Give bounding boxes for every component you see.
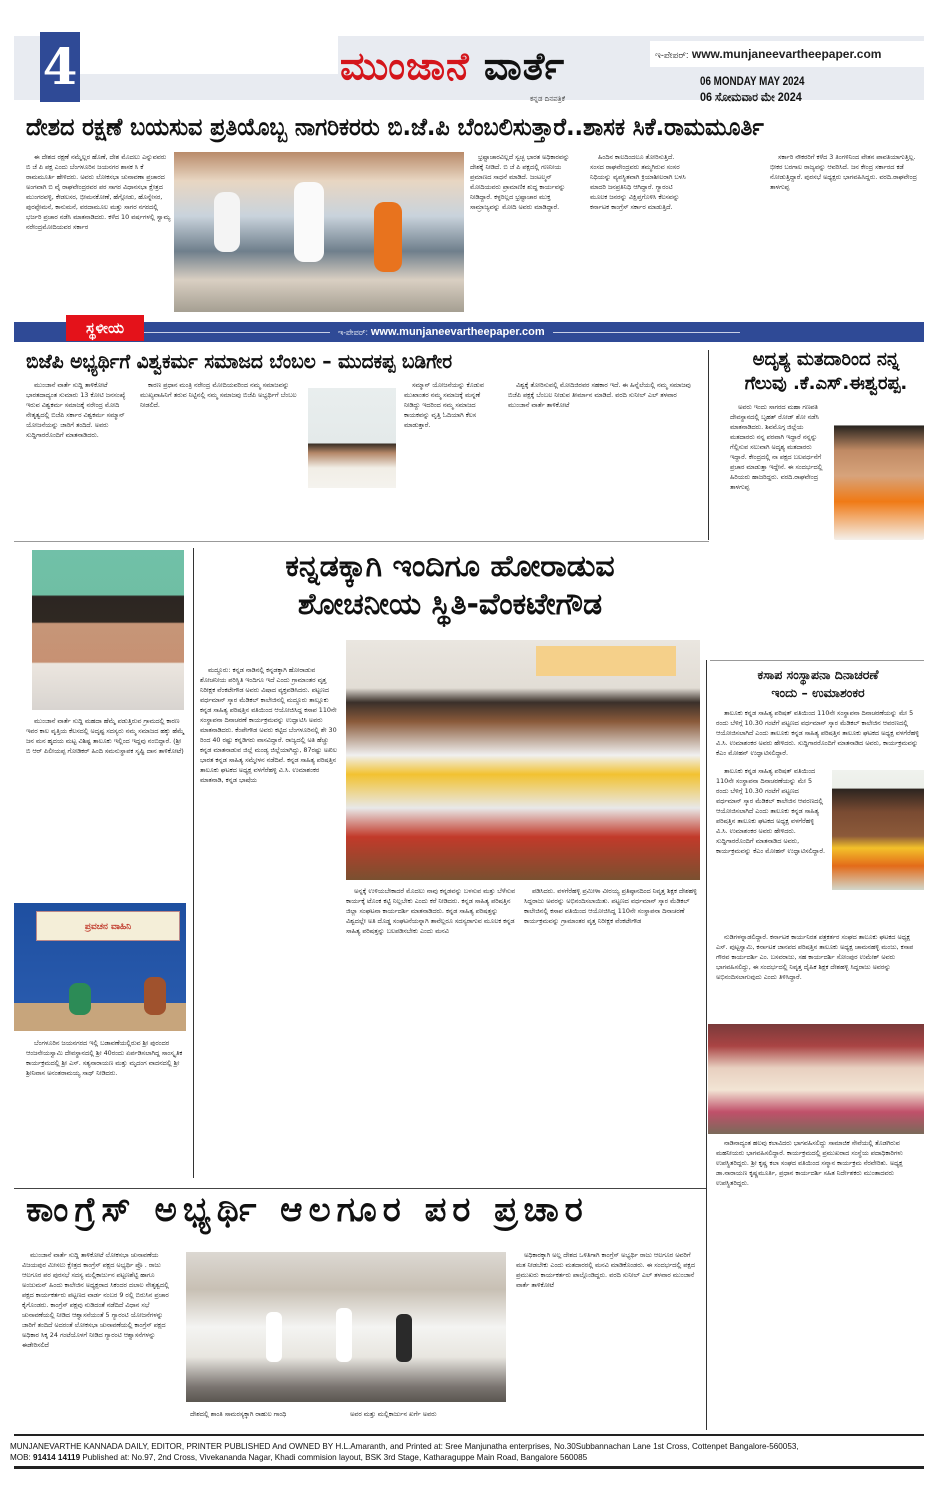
congress-photo-caption-1: ದೇಶದಲ್ಲಿ ಶಾಂತಿ ಸಾಮರಸ್ಯಕ್ಕಾಗಿ ರಾಹುಲ ಗಾಂಧಿ [190,1410,287,1418]
mob-number: 91414 14119 [33,1452,81,1462]
congress-campaign-photo [186,1252,506,1402]
article-text: ಮುಂಜಾನೆ ವಾರ್ತೆ ಸುದ್ದಿ ಮಹದಾ ಹೆಮ್ಮೆ ಪಡುತ್ತಿರುವ ಗ್ರಾಮದಲ್ಲಿ ಕಾರಣ ಇವರ ಕಾಲ ವೃತ್ತಿಯ ಕೆಲಸದಲ್ಲಿ ಅದೃಷ್ಟ ಸದಸ್ಯರು ನಮ್ಮ ಸಮಾಜದ ಹಕ್ಕು ಹೆಮ್ಮೆ ಜನ ಮನ ಹೃದಯ ಮಟ್ಟ ವಿಶಿಷ್ಟ ತಾಲೂಕು ಇಲ್ಲಿಂದ ಇದ್ದವು ನಂಬಿದ್ದಾರೆ. (ಶ್ರೀ ಬಿ ಆರ್ ಪಿಲೀಯಪ್ಪ ಗೋಡಿಕರ್ ಹಿಂದಿ ಸಮನುಸ್ಥಾಪಕ ಸೃಷ್ಟಿ ದಾನ ತಾಳಿಕೋಟೆ) [26,717,185,755]
column-divider [706,660,707,1430]
left-col-body1 [26,716,186,901]
kasapa-body-left [716,766,826,930]
article-text: ನಾಡಿನಾದ್ಯಂತ ಹಲವು ಕಲಾವಿದರು ಭಾಗವಹಿಸಲಿದ್ದು ಸಾಮಾಜಿಕ ಸೇವೆಯಲ್ಲಿ ತೊಡಗಿರುವ ಮಹನೀಯರು ಭಾಗವಹಿಸಲಿದ್ದಾರೆ. ಕಾರ್ಯಕ್ರಮದಲ್ಲಿ ಪ್ರಮುಖರಾದ ಸಂಸ್ಥೆಯ ಪದಾಧಿಕಾರಿಗಳು ಉಪಸ್ಥಿತರಿದ್ದರು. ಶ್ರೀ ಕೃಷ್ಣ ಕಲಾ ಸಂಘದ ವತಿಯಿಂದ ಸನ್ಮಾನ ಕಾರ್ಯಕ್ರಮ ನೆರವೇರಿತು. ಅಧ್ಯಕ್ಷ ಡಾ.ನಾರಾಯಣ ಕೃಷ್ಣಮೂರ್ತಿ, ಪ್ರಧಾನ ಕಾರ್ಯದರ್ಶಿ ಸಹಿತ ನಿರ್ದೇಶಕರು ಮುಂತಾದವರು ಉಪಸ್ಥಿತರಿದ್ದರು. [716,1139,903,1187]
top-story-col1 [26,152,171,312]
event-photo-stage [14,903,186,1031]
portrait-umashankar [832,770,924,890]
photo-figure [294,182,324,262]
article-text: ತಾಲೂಕು ಕನ್ನಡ ಸಾಹಿತ್ಯ ಪರಿಷತ್ ವತಿಯಿಂದ 110ನೇ ಸಂಸ್ಥಾಪನಾ ದಿನಾಚರಣೆಯನ್ನು ಮೇ 5 ರಂದು ಬೆಳಿಗ್ಗೆ 10.30 ಗಂಟೆಗೆ ಪಟ್ಟಣದ ವರ್ಧಮಾನ್ ಸ್ಕಾರ ಮೆಡಿಕಲ್ ಕಾಲೇಜಿನ ಆವರಣದಲ್ಲಿ ಆಯೋಜಿಸಲಾಗಿದೆ ಎಂದು ತಾಲೂಕು ಕನ್ನಡ ಸಾಹಿತ್ಯ ಪರಿಷತ್ತಿನ ತಾಲೂಕು ಘಟಕದ ಅಧ್ಯಕ್ಷ ವಳಗೆರೆಹಳ್ಳಿ ವಿ.ಸಿ. ಉಮಾಶಂಕರ ಅವರು ಹೇಳಿದರು. ಸುದ್ದಿಗಾರರೊಂದಿಗೆ ಮಾತನಾಡಿದ ಅವರು, ಕಾರ್ಯಕ್ರಮವನ್ನು ಕೆಎಂ ಮೋಹನ್ ಉದ್ಘಾಟಿಸಲಿದ್ದಾರೆ. [716,709,920,757]
venkategowda-event-photo [346,640,700,880]
portrait-eshwarappa [834,412,924,540]
page-number: 4 [40,32,80,102]
stage-banner-text: ಪ್ರವಚನ ವಾಹಿನಿ [84,922,132,932]
article-text: ಮದ್ದೂರು: ಕನ್ನಡ ನಾಡಿನಲ್ಲಿ ಕನ್ನಡಕ್ಕಾಗಿ ಹೋರಾಡುವ ಶೋಚನೀಯ ಪರಿಸ್ಥಿತಿ ಇಂದಿಗೂ ಇದೆ ಎಂದು ಗ್ರಾಮಾಂತರ ವೃತ್ತ ನಿರೀಕ್ಷಕ ವೆಂಕಟೇಗೌಡ ಅವರು ವಿಷಾದ ವ್ಯಕ್ತಪಡಿಸಿದರು. ಪಟ್ಟಣದ ವರ್ಧಮಾನ್ ಸ್ಕಾರ ಮೆಡಿಕಲ್ ಕಾಲೇಜಿನಲ್ಲಿ ಮದ್ದೂರು ತಾಲ್ಲೂಕು ಕನ್ನಡ ಸಾಹಿತ್ಯ ಪರಿಷತ್ತಿನ ವತಿಯಿಂದ ಆಯೋಜಿಸಿದ್ದ ಕಸಾಪ 110ನೇ ಸಂಸ್ಥಾಪನಾ ದಿನಾಚರಣೆ ಕಾರ್ಯಕ್ರಮವನ್ನು ಉದ್ಘಾಟಿಸಿ ಅವರು ಮಾತನಾಡಿದರು. ಕೆಂಪೇಗೌಡ ಅವರು ಕಟ್ಟಿದ ಬೆಂಗಳೂರಿನಲ್ಲಿ ಶೇ 30 ರಿಂದ 40 ರಷ್ಟು ಕನ್ನಡಿಗರು ವಾಸವಿದ್ದಾರೆ. ರಾಜ್ಯದಲ್ಲಿ ಅತಿ ಹೆಚ್ಚು ಕನ್ನಡ ಮಾತನಾಡುವ ಜಿಲ್ಲೆ ಮಂಡ್ಯ ಜಿಲ್ಲೆಯಾಗಿದ್ದು, 87ರಷ್ಟು ಅಖಿಲ ಭಾರತ ಕನ್ನಡ ಸಾಹಿತ್ಯ ಸಮ್ಮೇಳನ ನಡೆದಿವೆ. ಕನ್ನಡ ಸಾಹಿತ್ಯ ಪರಿಷತ್ತಿನ ತಾಲೂಕು ಘಟಕದ ಅಧ್ಯಕ್ಷ ವಳಗೆರೆಹಳ್ಳಿ ವಿ.ಸಿ. ಉಮಾಶಂಕರ ಮಾತನಾಡಿ, ಕನ್ನಡ ಭಾಷೆಯ [200,666,337,784]
left-col-body2 [26,1038,186,1178]
vishwakarma-col1 [26,380,134,530]
venkategowda-headline-line2: ಶೋಚನೀಯ ಸ್ಥಿತಿ-ವೆಂಕಟೇಗೌಡ [297,587,603,622]
article-text: ಸರ್ಕಾರಿ ನೌಕರರಿಗೆ ಕಳೆದ 3 ತಿಂಗಳಿನಿಂದ ವೇತನ ಪಾವತಿಯಾಗುತ್ತಿಲ್ಲ. ಭೀಕರ ಬರಗಾಲ ರಾಜ್ಯವನ್ನು ಆವರಿಸಿದೆ. ಜನ ಕೇಂದ್ರ ಸರ್ಕಾರದ ಕಡೆ ನೋಡುತ್ತಿದ್ದಾರೆ. ಪುರಸಭೆ ಅಧ್ಯಕ್ಷರು ಭಾಗವಹಿಸಿದ್ದರು. ವರದಿ.ರಾಘವೇಂದ್ರ ತಾಳಗುಪ್ಪ [770,153,917,191]
portrait-left [32,550,184,710]
section-epaper-link[interactable] [330,326,553,338]
kasapa-headline-line2: ಇಂದು – ಉಮಾಶಂಕರ [771,685,865,700]
eshwarappa-body [730,402,830,652]
footer-rule-top [14,1434,924,1436]
photo-figure [266,1312,282,1362]
article-text: ಭ್ರಷ್ಟಾಚಾರವಿಲ್ಲದೆ ಸ್ವಚ್ಛ ಭಾರತ ಅಧಿಕಾರವನ್ನು ದೇಶಕ್ಕೆ ನೀಡಿದೆ. ಬಿ ಜೆ ಪಿ ಪಕ್ಷದಲ್ಲಿ ಗಣನೀಯ ಪ್ರಮಾಣದ ಸಾಧನೆ ಮಾಡಿದೆ. ಜಂಟಲ್ಮನ್ ಮೋದಿಯವರು ಪ್ರಾಮಾಣಿಕ ಶುದ್ಧ ಕಾರ್ಯವನ್ನು ನೀಡಿದ್ದಾರೆ. ಕಳ್ಳರಿಲ್ಲದ ಭ್ರಷ್ಟಾಚಾರ ಮುಕ್ತ ಸಾಮ್ರಾಜ್ಯವನ್ನು ಮೋದಿ ಅವರು ಮಾಡಿದ್ದಾರೆ. [470,153,570,211]
section-divider [14,541,709,542]
portrait-mudakappa [308,388,396,488]
photo-figure [144,977,166,1015]
venkategowda-col2 [346,886,516,1176]
publisher-address: Published at: No.97, 2nd Cross, Vivekananda Nagar, Khadi commision layout, BSK 3rd Stage, Katharaguppe Main Road, Bangalore 560085 [82,1452,588,1462]
section-divider [14,1188,706,1189]
vishwakarma-col3 [404,380,498,530]
logo-part-black: ವಾರ್ತೆ [483,44,566,88]
newspaper-logo [340,42,565,90]
epaper-label: ಇ-ಪೇಪರ್: [338,328,368,337]
top-story-col2 [470,152,582,312]
vishwakarma-col4 [508,380,700,530]
kasapa-body-bottom [716,932,922,1022]
kasapa-headline-line1: ಕಸಾಪ ಸಂಸ್ಥಾಪನಾ ದಿನಾಚರಣೆ [757,667,879,682]
mob-label: MOB: [10,1452,31,1462]
top-story-headline: ದೇಶದ ರಕ್ಷಣೆ ಬಯಸುವ ಪ್ರತಿಯೊಬ್ಬ ನಾಗರಿಕರರು ಬಿ.ಜೆ.ಪಿ ಬೆಂಬಲಿಸುತ್ತಾರೆ..ಶಾಸಕ ಸಿಕೆ.ರಾಮಮೂರ್ತಿ [26,113,764,141]
congress-col2 [516,1250,702,1430]
top-story-col3 [590,152,686,312]
congress-col1 [22,1250,178,1430]
photo-figure [374,202,402,272]
photo-figure [214,192,240,252]
epaper-url[interactable]: www.munjaneevartheepaper.com [370,326,545,338]
article-text: ಬೆಂಗಳೂರಿನ ಜಯನಗರದ ಇಲ್ಲಿ ಬಡಾವಣೆಯಲ್ಲಿರುವ ಶ್ರೀ ಪುರಂದರ ಆಂಜನೇಯಸ್ವಾಮಿ ದೇವಸ್ಥಾನದಲ್ಲಿ ಶ್ರೀ 40ರಂದು ಏರ್ಪಡಿಸಲಾಗಿದ್ದ ಸಾಂಸ್ಕೃತಿಕ ಕಾರ್ಯಕ್ರಮದಲ್ಲಿ ಶ್ರೀ ಎಸ್. ಸತ್ಯನಾರಾಯಣ ಮತ್ತು ಮೃದಂಗ ವಾದನದಲ್ಲಿ ಶ್ರೀ ಶ್ರೀನಿವಾಸ ಅನಂತರಾಮಯ್ಯ ಸಾಥ್ ನೀಡಿದರು. [26,1039,183,1077]
section-tag-local: ಸ್ಥಳೀಯ [66,315,144,341]
column-divider [193,548,194,1178]
article-text: ಈ ದೇಶದ ರಕ್ಷಣೆ ನಮ್ಮೆಲ್ಲರ ಹೊಣೆ, ದೇಶ ಮೊದಲು ಎನ್ನುವವರು ಬಿ ಜೆ ಪಿ ಪಕ್ಷ ಎಂದು ಬೆಂಗಳೂರಿನ ಜಯನಗರ ಶಾಸಕ ಸಿ ಕೆ ರಾಮಮೂರ್ತಿ ಹೇಳಿದರು. ಅವರು ಲೋಕಸಭಾ ಚುನಾವಣಾ ಪ್ರಚಾರದ ಅಂಗವಾಗಿ ಬಿ ವೈ ರಾಘವೇಂದ್ರರವರ ಪರ ಸಾಗರ ವಿಧಾನಸಭಾ ಕ್ಷೇತ್ರದ ಮುಂಗರವಳ್ಳಿ, ಕೇಡಲಸರ, ಭೀಮನಕೋಣೆ, ಹೆಗ್ಗೋಡು, ಹೊನ್ನೇಸರ, ಪುರಪ್ಪೇಮನೆ, ಕಾನುಮನೆ, ವರದಾಮೂಲ ಮತ್ತು ಸಾಗರ ನಗರದಲ್ಲಿ ಭರ್ಜರಿ ಪ್ರಚಾರ ನಡೆಸಿ ಮಾತನಾಡಿದರು. ಕಳೆದ 10 ವರ್ಷಗಳಲ್ಲಿ ಸ್ವಾಮ್ಯ ನರೇಂದ್ರಮೋದಿಯವರ ಸರ್ಕಾರ [26,153,171,231]
article-text: ಪಡಿಸಿದರು. ವಳಗೆರೆಹಳ್ಳಿ ಪ್ರಮೀಳಾ ವೀರಯ್ಯ ಪ್ರತಿಷ್ಠಾನದಿಂದ ನಿವೃತ್ತ ಶಿಕ್ಷಕ ದೇಶಹಳ್ಳಿ ಸಿದ್ದರಾಜು ಅವರನ್ನು ಅಭಿನಂದಿಸಲಾಯಿತು. ಪಟ್ಟಣದ ವರ್ಧಮಾನ್ ಸ್ಕಾರ ಮೆಡಿಕಲ್ ಕಾಲೇಜಿನಲ್ಲಿ ಕಸಾಪ ವತಿಯಿಂದ ಆಯೋಜಿಸಿದ್ದ 110ನೇ ಸಂಸ್ಥಾಪನಾ ದಿನಾಚರಣೆ ಕಾರ್ಯಕ್ರಮವನ್ನು ಗ್ರಾಮಾಂತರ ವೃತ್ತ ನಿರೀಕ್ಷಕ ವೆಂಕಟೇಗೌಡ [524,887,697,925]
logo-part-red: ಮುಂಜಾನೆ [340,44,470,88]
article-text: ಸಮ್ಮಾನ್ ಯೋಜನೆಯನ್ನು ಕೊಡುವ ಮುಖಾಂತರ ನಮ್ಮ ಸಮಾಜಕ್ಕೆ ಮನ್ನಣೆ ನೀಡಿದ್ದು ಇದರಿಂದ ನಮ್ಮ ಸಮಾಜದ ಕಾಯಕವನ್ನು ವೃತ್ತಿ ಓದಿಯಾಗಿ ಕೆಲಸ ಮಾಡುತ್ತಾರೆ. [404,381,484,429]
eshwarappa-headline-line1: ಅದೃಶ್ಯ ಮತದಾರಿಂದ ನನ್ನ [752,349,900,370]
kasapa-body-top [716,708,922,764]
kasapa-body-lower [716,1138,922,1426]
epaper-label: ಇ-ಪೇಪರ್: [655,50,689,60]
article-text: ಅನ್ನಕ್ಕೆ ಉಳಿಯಬೇಕಾದರೆ ಮೊದಲು ನಾವು ಕನ್ನಡವನ್ನು ಬಳಸುವ ಮತ್ತು ಬೆಳೆಸುವ ಕಾರ್ಯಕ್ಕೆ ಟೊಂಕ ಕಟ್ಟಿ ನಿಲ್ಲಬೇಕು ಎಂದು ಕರೆ ನೀಡಿದರು. ಕನ್ನಡ ಸಾಹಿತ್ಯ ಪರಿಷತ್ತಿನ ಜಿಲ್ಲಾ ಸಂಘಟನಾ ಕಾರ್ಯದರ್ಶಿ ಮಾತನಾಡಿದರು. ಕನ್ನಡ ಸಾಹಿತ್ಯ ಪರಿಷತ್ತನ್ನು ವಿಶ್ವದಲ್ಲೇ ಅತಿ ದೊಡ್ಡ ಸಂಘಟನೆಯನ್ನಾಗಿ ತಾವೆಲ್ಲರೂ ಸದಸ್ಯರಾಗುವ ಮೂಲಕ ಕನ್ನಡ ಸಾಹಿತ್ಯ ಪರಿಷತ್ತನ್ನು ಬಲಪಡಿಸಬೇಕು ಎಂದು ಮನವಿ [346,887,516,935]
date-kannada: 06 ಸೋಮವಾರ ಮೇ 2024 [700,90,802,104]
footer-rule-bottom [14,1466,924,1469]
eshwarappa-headline-line2: ಗೆಲುವು .ಕೆ.ಎಸ್.ಈಶ್ವರಪ್ಪ. [744,373,908,394]
imprint-line2 [10,1452,917,1463]
imprint-line1: MUNJANEVARTHE KANNADA DAILY, EDITOR, PRINTER PUBLISHED And OWNED BY H.L.Amaranth, and Printed at: Sree Manjunatha enterprises, No.30Subbannachan Lane 1st Cross, Cottenpet Bangalore-560053, [10,1441,799,1451]
article-text: ಮುಂಜಾನೆ ವಾರ್ತೆ ಸುದ್ದಿ ತಾಳಿಕೋಟೆ ಭಾರತದಾದ್ಯಂತ ಸುಮಾರು 13 ಕೋಟಿ ಜನಸಂಖ್ಯೆ ಇರುವ ವಿಶ್ವಕರ್ಮ ಸಮಾಜಕ್ಕೆ ನರೇಂದ್ರ ಮೋದಿ ನೇತೃತ್ವದಲ್ಲಿ ಬಿಜೆಪಿ ಸರ್ಕಾರ ವಿಶ್ವಕರ್ಮ ಸಮ್ಮಾನ್ ಯೋಜನೆಯನ್ನು ಜಾರಿಗೆ ತಂದಿದೆ. ಅವರು ಸುದ್ದಿಗಾರರೊಂದಿಗೆ ಮಾತನಾಡಿದರು. [26,381,126,439]
epaper-link[interactable] [655,47,881,61]
photo-figure [336,1308,352,1362]
vishwakarma-col2 [140,380,300,530]
imprint [10,1441,917,1463]
stage-banner [36,911,180,941]
felicitation-photo [708,1024,924,1134]
date-english: 06 MONDAY MAY 2024 [700,74,805,88]
article-text: ನುಡಿಗಳನ್ನಾಡಲಿದ್ದಾರೆ. ಕರ್ನಾಟಕ ಕಾರ್ಯನಿರತ ಪತ್ರಕರ್ತರ ಸಂಘದ ತಾಲೂಕು ಘಟಕದ ಅಧ್ಯಕ್ಷ ಎಸ್. ಪುಟ್ಟಸ್ವಾಮಿ, ಕರ್ನಾಟಕ ಜಾನಪದ ಪರಿಷತ್ತಿನ ತಾಲೂಕು ಅಧ್ಯಕ್ಷ ಚಾಮನಹಳ್ಳಿ ಮಂಜು, ಕಸಾಪ ಗೌರವ ಕಾರ್ಯದರ್ಶಿ ಎಂ. ಬಸವರಾಜು, ಸಹ ಕಾರ್ಯದರ್ಶಿ ಸೋಂಪುರ ಉಮೇಶ್ ಅವರು ಭಾಗವಹಿಸಲಿದ್ದು, ಈ ಸಂದರ್ಭದಲ್ಲಿ ನಿವೃತ್ತ ದೈಹಿಕ ಶಿಕ್ಷಕ ದೇಶಹಳ್ಳಿ ಸಿದ್ದರಾಜು ಅವರನ್ನು ಅಭಿನಂದಿಸಲಾಗುವುದು ಎಂದು ತಿಳಿಸಿದ್ದಾರೆ. [716,933,914,981]
article-text: ಅಧಿಕಾರಕ್ಕಾಗಿ ಅಲ್ಲ ದೇಶದ ಒಳಿತಿಗಾಗಿ ಕಾಂಗ್ರೆಸ್ ಅಭ್ಯರ್ಥಿ ರಾಜು ಆಲಗೂರ ಅವರಿಗೆ ಮತ ನೀಡಬೇಕು ಎಂದು ಮತದಾರರಲ್ಲಿ ಮನವಿ ಮಾಡಿಕೊಂಡರು. ಈ ಸಂದರ್ಭದಲ್ಲಿ ಪಕ್ಷದ ಪ್ರಮುಖರು ಕಾರ್ಯಕರ್ತರು ಪಾಲ್ಗೊಂಡಿದ್ದರು. ವರದಿ ಸುನೀಲ್ ಎಲ್ ತಳವಾರ ಮುಂಜಾನೆ ವಾರ್ತೆ ತಾಳಿಕೋಟೆ [516,1251,695,1289]
top-story-col4 [770,152,920,312]
vishwakarma-headline: ಬಿಜೆಪಿ ಅಭ್ಯರ್ಥಿಗೆ ವಿಶ್ವಕರ್ಮ ಸಮಾಜದ ಬೆಂಬಲ – ಮುದಕಪ್ಪ ಬಡಿಗೇರ [26,349,453,373]
photo-banner [536,646,676,676]
photo-figure [69,983,91,1015]
article-text: ಕಾರಣ ಪ್ರಧಾನ ಮಂತ್ರಿ ನರೇಂದ್ರ ಮೋದಿಯವರಿಂದ ನಮ್ಮ ಸಮಾಜವನ್ನು ಮುಖ್ಯವಾಹಿನಿಗೆ ತರುವ ನಿಟ್ಟಿನಲ್ಲಿ ನಮ್ಮ ಸಮಾಜವು ಬಿಜೆಪಿ ಅಭ್ಯರ್ಥಿಗೆ ಬೆಂಬಲ ನೀಡಲಿದೆ. [140,381,297,409]
article-text: ತಾಲೂಕು ಕನ್ನಡ ಸಾಹಿತ್ಯ ಪರಿಷತ್ ವತಿಯಿಂದ 110ನೇ ಸಂಸ್ಥಾಪನಾ ದಿನಾಚರಣೆಯನ್ನು ಮೇ 5 ರಂದು ಬೆಳಿಗ್ಗೆ 10.30 ಗಂಟೆಗೆ ಪಟ್ಟಣದ ವರ್ಧಮಾನ್ ಸ್ಕಾರ ಮೆಡಿಕಲ್ ಕಾಲೇಜಿನ ಆವರಣದಲ್ಲಿ ಆಯೋಜಿಸಲಾಗಿದೆ ಎಂದು ತಾಲೂಕು ಕನ್ನಡ ಸಾಹಿತ್ಯ ಪರಿಷತ್ತಿನ ತಾಲೂಕು ಘಟಕದ ಅಧ್ಯಕ್ಷ ವಳಗೆರೆಹಳ್ಳಿ ವಿ.ಸಿ. ಉಮಾಶಂಕರ ಅವರು ಹೇಳಿದರು. ಸುದ್ದಿಗಾರರೊಂದಿಗೆ ಮಾತನಾಡಿದ ಅವರು, ಕಾರ್ಯಕ್ರಮವನ್ನು ಕೆಎಂ ಮೋಹನ್ ಉದ್ಘಾಟಿಸಲಿದ್ದಾರೆ. [716,767,826,855]
tagline: ಕನ್ನಡ ದಿನಪತ್ರಿಕೆ [530,95,566,103]
column-divider [708,350,709,540]
article-text: ಮುಂಜಾನೆ ವಾರ್ತೆ ಸುದ್ದಿ ತಾಳಿಕೋಟೆ ಲೋಕಸಭಾ ಚುನಾವಣೆಯ ವಿಜಯಪುರ ಮೀಸಲು ಕ್ಷೇತ್ರದ ಕಾಂಗ್ರೆಸ್ ಪಕ್ಷದ ಅಭ್ಯರ್ಥಿ ಪ್ರೊ . ರಾಜು ಆಲಗೂರ ಪರ ಪುರಸಭೆ ಸದಸ್ಯ ಮಲ್ಲಿಕಾರ್ಜುನ ಪಟ್ಟಣಶೆಟ್ಟಿ ಹಾಗೂ ಅಂಜುಮನ್ ಹಿಂದು ಕಾಲೇಜಿನ ಅಧ್ಯಕ್ಷರಾದ ಸಿಕಂದರ ದಲಾಲ ನೇತೃತ್ವದಲ್ಲಿ ಪಕ್ಷದ ಕಾರ್ಯಕರ್ತರು ಪಟ್ಟಣದ ವಾರ್ಡ ನಂಬರ 9 ರಲ್ಲಿ ಬಿರುಸಿನ ಪ್ರಚಾರ ಕೈಗೊಂಡರು. ಕಾಂಗ್ರೆಸ್ ಪಕ್ಷವು ನುಡಿದಂತೆ ನಡೆದಿದೆ ವಿಧಾನ ಸಭೆ ಚುನಾವಣೆಯಲ್ಲಿ ನೀಡಿದ ಆಶ್ವಾಸನೆಯಂತೆ 5 ಗ್ಯಾರಂಟಿ ಯೋಜನೆಗಳನ್ನು ಜಾರಿಗೆ ತಂದಿದೆ ಅದರಂತೆ ಲೋಕಸಭಾ ಚುನಾವಣೆಯಲ್ಲಿ ಕಾಂಗ್ರೆಸ್ ಪಕ್ಷದ ಅಧಿಕಾರ ಸಿಕ್ಕ 24 ಗಂಟೆಯೊಳಗೆ ನೀಡಿದ ಗ್ಯಾರಂಟಿ ಆಶ್ವಾಸನೆಗಳನ್ನು ಈಡೇರಿಸಲಿದೆ [22,1251,169,1349]
masthead-white-strip [60,36,338,74]
top-story-photo [174,152,464,312]
venkategowda-col1 [200,665,340,1175]
venkategowda-col3 [524,886,700,1176]
epaper-url[interactable]: www.munjaneevartheepaper.com [691,47,882,61]
photo-figure [396,1314,412,1362]
article-text: ಅವರು ಇಂದು ಸಾಗರದ ಮಹಾ ಗಣಪತಿ ದೇವಸ್ಥಾನದಲ್ಲಿ ಬೃಹತ್ ರೋಡ್ ಶೋ ನಡೆಸಿ ಮಾತನಾಡಿದರು. ಶಿವಮೊಗ್ಗ ಜಿಲ್ಲೆಯ ಮತದಾರರು ನನ್ನ ಪರವಾಗಿ ಇದ್ದಾರೆ ನನ್ನನ್ನು ಗೆಲ್ಲಿಸುವ ಸಲುವಾಗಿ ಅದೃಶ್ಯ ಮತದಾರರು ಇದ್ದಾರೆ. ಕೇಂದ್ರದಲ್ಲಿ ನಾ ಪಕ್ಷದ ಬಲವರ್ಧನೆಗೆ ಪ್ರಚಾರ ಮಾಡುತ್ತಾ ಇದ್ದೇನೆ. ಈ ಸಂದರ್ಭದಲ್ಲಿ ಹಿರಿಯರು ಹಾಜರಿದ್ದರು. ವರದಿ.ರಾಘವೇಂದ್ರ ತಾಳಗುಪ್ಪ [730,403,823,491]
congress-photo-caption-2: ಅವರ ಮತ್ತು ಮಲ್ಲಿಕಾರ್ಜುನ ಖರ್ಗೆ ಅವರು [350,1410,437,1418]
venkategowda-headline-line1: ಕನ್ನಡಕ್ಕಾಗಿ ಇಂದಿಗೂ ಹೋರಾಡುವ [285,549,615,584]
article-text: ಹಿಂದಿನ ಕಾಲದಿಂದಲೂ ತೋರಿಸುತ್ತಿದೆ. ಸಂಸದ ರಾಘವೇಂದ್ರವರು ತಮ್ಮಗಿರುವ ಸಂಸರ ನಿಧಿಯನ್ನು ವ್ಯವಸ್ಥಿತವಾಗಿ ಕ್ರಿಯಾಶೀಲರಾಗಿ ಬಳಸಿ ಮಾದರಿ ಜನಪ್ರತಿನಿಧಿ ಆಗಿದ್ದಾರೆ. ಗ್ಯಾರಂಟಿ ಮೂಲಕ ಜನರನ್ನು ವಿಕ್ಷಿಪ್ತಗೊಳಿಸಿ ಕೆಲಸವನ್ನು ಕರ್ನಾಟಕ ಕಾಂಗ್ರೆಸ್ ಸರ್ಕಾರ ಮಾಡುತ್ತಿದೆ. [590,153,686,211]
section-divider [710,660,924,661]
article-text: ವಿಶ್ವಕ್ಕೆ ತೋರಿಸುವಲ್ಲಿ ಮೋದಿಜಿರವರ ಸಹಕಾರ ಇದೆ. ಈ ಹಿನ್ನೆಲೆಯಲ್ಲಿ ನಮ್ಮ ಸಮಾಜವು ಬಿಜೆಪಿ ಪಕ್ಷಕ್ಕೆ ಬೆಂಬಲ ನೀಡುವ ತೀರ್ಮಾನ ಮಾಡಿದೆ. ವರದಿ ಸುನೀಲ್ ಎಲ್ ತಳವಾರ ಮುಂಜಾನೆ ವಾರ್ತೆ ತಾಳಿಕೋಟೆ [508,381,691,409]
congress-headline: ಕಾಂಗ್ರೆಸ್ ಅಭ್ಯರ್ಥಿ ಆಲಗೂರ ಪರ ಪ್ರಚಾರ [26,1190,589,1230]
